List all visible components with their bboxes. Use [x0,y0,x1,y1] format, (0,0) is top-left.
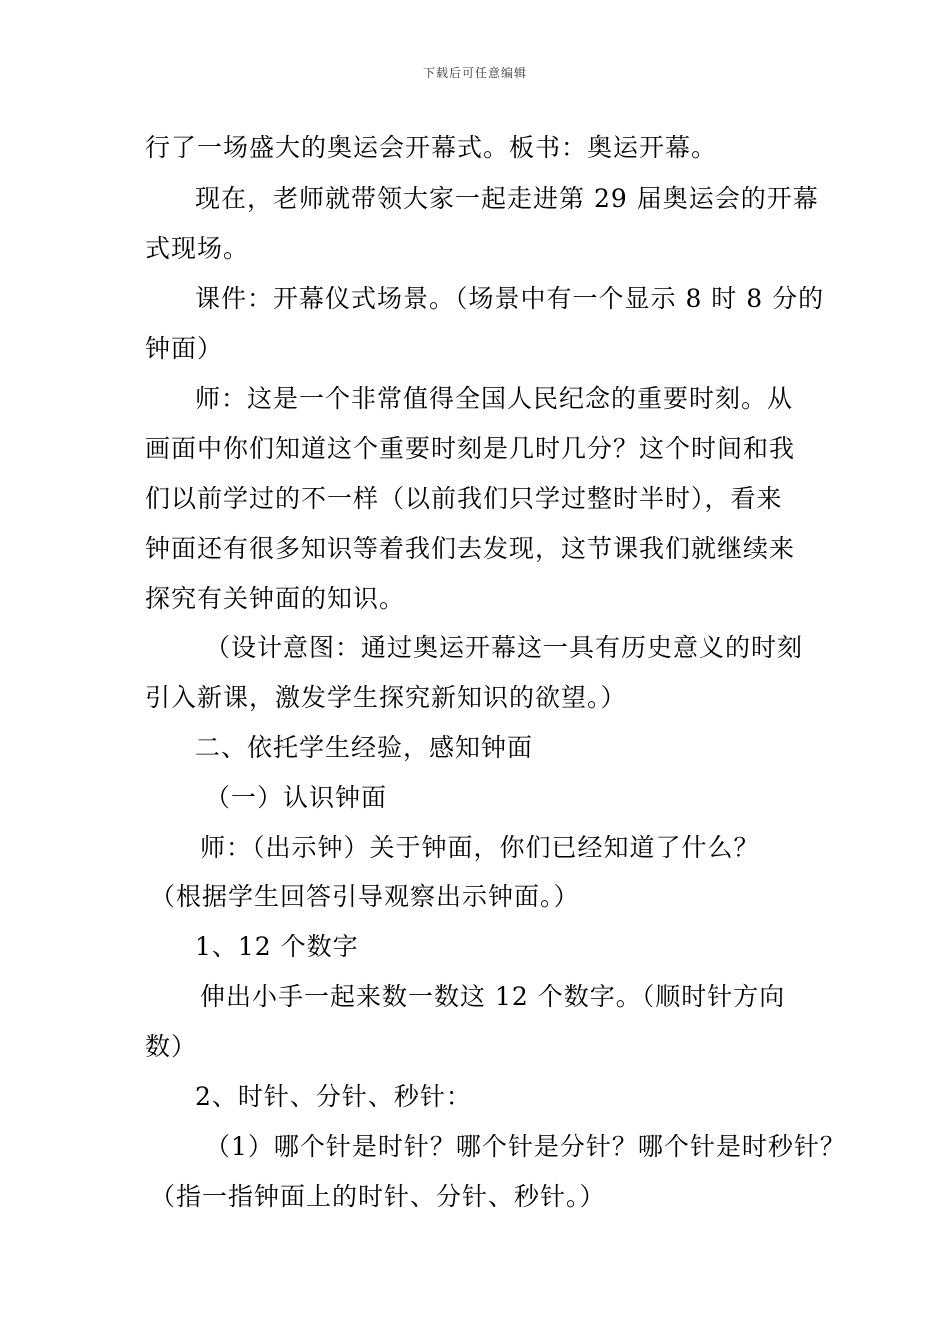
list-item: 1、12 个数字 [195,932,359,961]
paragraph-line: 式现场。 [145,234,250,263]
paragraph-line: 课件：开幕仪式场景。（场景中有一个显示 8 时 8 分的 [195,284,825,313]
paragraph-line: 伸出小手一起来数一数这 12 个数字。（顺时针方向 [200,982,786,1011]
paragraph-line: 钟面还有很多知识等着我们去发现，这节课我们就继续来 [145,534,796,563]
paragraph-line: 数） [145,1032,198,1061]
paragraph-line: 行了一场盛大的奥运会开幕式。板书：奥运开幕。 [145,133,718,162]
paragraph-line: 探究有关钟面的知识。 [145,584,406,613]
subsection-heading: （一）认识钟面 [205,783,388,812]
paragraph-line: 引入新课，激发学生探究新知识的欲望。） [145,683,627,712]
paragraph-line: （设计意图：通过奥运开幕这一具有历史意义的时刻 [205,633,804,662]
section-heading: 二、依托学生经验，感知钟面 [195,733,534,762]
paragraph-line: 师：（出示钟）关于钟面，你们已经知道了什么？ [200,833,760,862]
paragraph-line: （根据学生回答引导观察出示钟面。） [150,882,580,911]
paragraph-line: 们以前学过的不一样（以前我们只学过整时半时），看来 [145,484,783,513]
paragraph-line: （指一指钟面上的时针、分针、秒针。） [150,1182,606,1211]
page-header: 下载后可任意编辑 [422,66,527,80]
list-item: 2、时针、分针、秒针： [195,1082,472,1111]
paragraph-line: （1）哪个针是时针？哪个针是分针？哪个针是时秒针？ [205,1132,846,1161]
paragraph-line: 钟面） [145,334,224,363]
paragraph-line: 画面中你们知道这个重要时刻是几时几分？这个时间和我 [145,434,796,463]
paragraph-line: 师：这是一个非常值得全国人民纪念的重要时刻。从 [195,384,794,413]
paragraph-line: 现在，老师就带领大家一起走进第 29 届奥运会的开幕 [195,184,819,213]
